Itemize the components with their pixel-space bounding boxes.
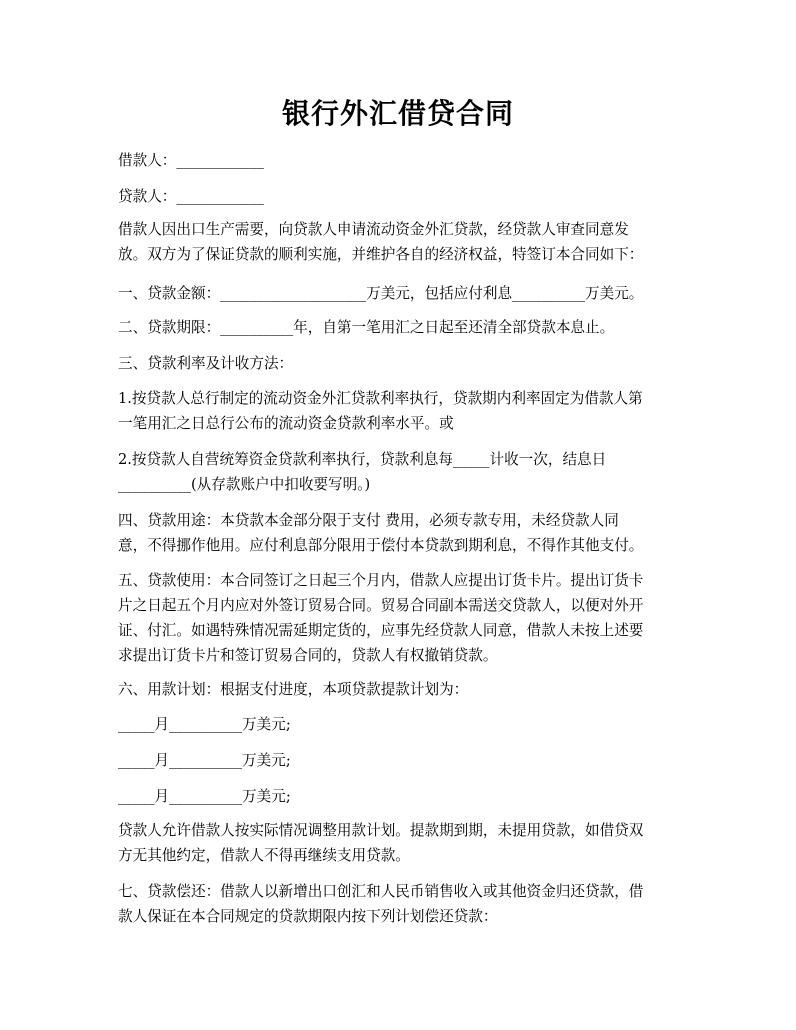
- drawdown-row: _____月__________万美元;: [118, 788, 291, 805]
- preamble-paragraph: 借款人因出口生产需要，向贷款人申请流动资金外汇贷款，经贷款人审查同意发 放。双方为了保证贷款的顺利实施，并维护各自的经济权益，特签订本合同如下：: [118, 221, 644, 263]
- borrower-line: 借款人：____________: [118, 152, 264, 169]
- clause-interest-heading: 三、贷款利率及计收方法：: [118, 355, 294, 372]
- clause-loan-purpose: 四、贷款用途：本贷款本金部分限于支付 费用，必须专款专用，未经贷款人同 意，不得挪作他用。应付利息部分限用于偿付本贷款到期利息，不得作其他支付。: [118, 512, 644, 554]
- clause-drawdown-plan: 六、用款计划：根据支付进度，本项贷款提款计划为：: [118, 681, 469, 698]
- clause-loan-usage: 五、贷款使用：本合同签订之日起三个月内，借款人应提出订货卡片。提出订货卡 片之日起五个月内应对外签订贸易合同。贸易合同副本需送交贷款人，以便对外开 证、付汇。如遇特殊情况需延期定货的，应事先经贷款人同意，借款人未按上述要 求提出订货卡片和签订贸易合同的，贷款人有权撤销贷款。: [118, 572, 644, 664]
- clause-repayment: 七、贷款偿还：借款人以新增出口创汇和人民币销售收入或其他资金归还贷款，借 款人保证在本合同规定的贷款期限内按下列计划偿还贷款：: [118, 883, 644, 925]
- drawdown-row: _____月__________万美元;: [118, 716, 291, 733]
- plan-adjustment-paragraph: 贷款人允许借款人按实际情况调整用款计划。提款期到期，未提用贷款，如借贷双 方无其他约定，借款人不得再继续支用贷款。: [118, 822, 644, 864]
- page-title: 银行外汇借贷合同: [281, 97, 514, 130]
- drawdown-row: _____月__________万美元;: [118, 752, 291, 769]
- clause-loan-amount: 一、贷款金额：____________________万美元，包括应付利息__________万美元。: [118, 285, 644, 302]
- interest-option-1: 1.按贷款人总行制定的流动资金外汇贷款利率执行，贷款期内利率固定为借款人第 一笔用汇之日总行公布的流动资金贷款利率水平。或: [118, 390, 643, 432]
- clause-loan-term: 二、贷款期限：__________年，自第一笔用汇之日起至还清全部贷款本息止。: [118, 319, 615, 336]
- interest-option-2: 2.按贷款人自营统筹资金贷款利率执行，贷款利息每_____计收一次，结息日 __________(从存款账户中扣收要写明。): [118, 451, 607, 493]
- lender-line: 贷款人：____________: [118, 188, 264, 205]
